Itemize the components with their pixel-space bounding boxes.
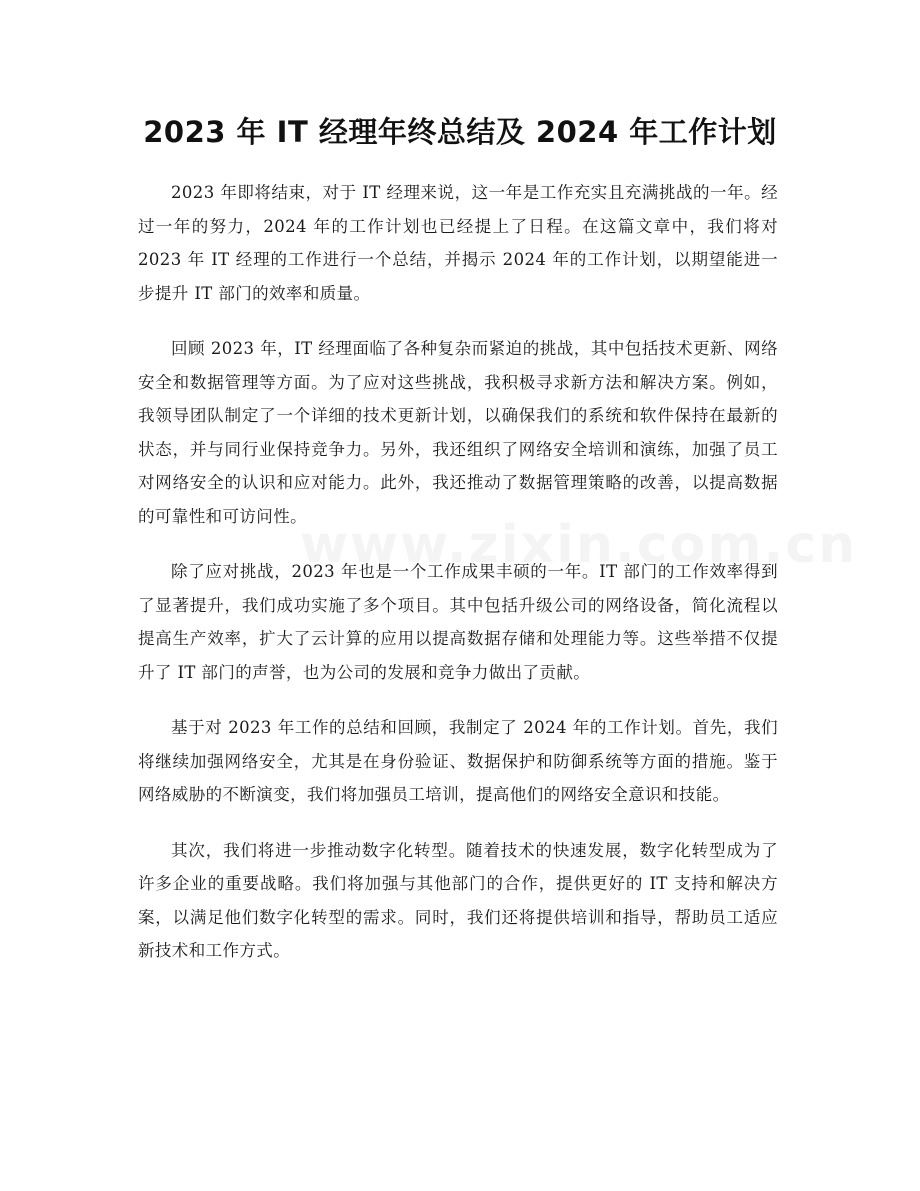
paragraph-plan-digital: 其次，我们将进一步推动数字化转型。随着技术的快速发展，数字化转型成为了许多企业的重要战略。我们将加强与其他部门的合作，提供更好的 IT 支持和解决方案，以满足他们数字化转型的需求。同时，我们还将提供培训和指导，帮助员工适应新技术和工作方式。	[138, 840, 778, 960]
document-title: 2023 年 IT 经理年终总结及 2024 年工作计划	[143, 115, 777, 149]
paragraph-achievements: 除了应对挑战，2023 年也是一个工作成果丰硕的一年。IT 部门的工作效率得到了显著提升，我们成功实施了多个项目。其中包括升级公司的网络设备，简化流程以提高生产效率，扩大了云计算的应用以提高数据存储和处理能力等。这些举措不仅提升了 IT 部门的声誉，也为公司的发展和竞争力做出了贡献。	[138, 562, 778, 682]
document-body	[138, 176, 778, 990]
paragraph-plan-security: 基于对 2023 年工作的总结和回顾，我制定了 2024 年的工作计划。首先，我们将继续加强网络安全，尤其是在身份验证、数据保护和防御系统等方面的措施。鉴于网络威胁的不断演变，我们将加强员工培训，提高他们的网络安全意识和技能。	[138, 718, 778, 804]
paragraph-review: 回顾 2023 年，IT 经理面临了各种复杂而紧迫的挑战，其中包括技术更新、网络安全和数据管理等方面。为了应对这些挑战，我积极寻求新方法和解决方案。例如，我领导团队制定了一个详细的技术更新计划，以确保我们的系统和软件保持在最新的状态，并与同行业保持竞争力。另外，我还组织了网络安全培训和演练，加强了员工对网络安全的认识和应对能力。此外，我还推动了数据管理策略的改善，以提高数据的可靠性和可访问性。	[138, 339, 778, 526]
paragraph-intro: 2023 年即将结束，对于 IT 经理来说，这一年是工作充实且充满挑战的一年。经过一年的努力，2024 年的工作计划也已经提上了日程。在这篇文章中，我们将对 2023 年 IT 经理的工作进行一个总结，并揭示 2024 年的工作计划，以期望能进一步提升 IT 部门的效率和质量。	[138, 183, 778, 303]
